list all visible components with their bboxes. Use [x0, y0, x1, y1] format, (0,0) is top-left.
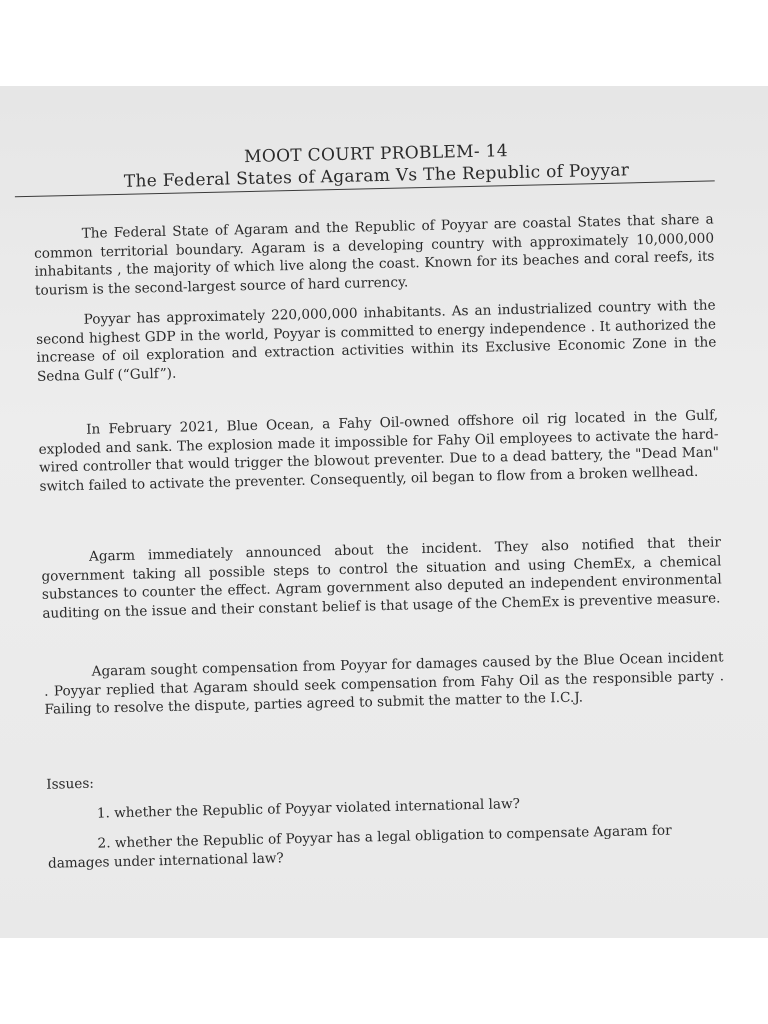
- paragraph-background: The Federal State of Agaram and the Republic of Poyyar are coastal States that share a common territorial boundary. Agaram is a developing country with approximately 10,000,000 inhabitants , the majority of which live along the coast. Known for its beaches and coral reefs, its tourism is the second-largest source of hard currency.: [33, 211, 715, 299]
- case-title: The Federal States of Agaram Vs The Republic of Poyyar: [123, 160, 630, 192]
- issues-label: Issues:: [46, 775, 95, 793]
- issue-item: 2. whether the Republic of Poyyar has a legal obligation to compensate Agaram for damages under international law?: [47, 822, 672, 872]
- problem-heading: MOOT COURT PROBLEM- 14: [243, 141, 509, 168]
- paragraph-dispute: Agaram sought compensation from Poyyar for damages caused by the Blue Ocean incident . Poyyar replied that Agaram should seek compensation from Fahy Oil as the responsible party . Failing to resolve the dispute, parties agreed to submit the matter to the I.C.J.: [43, 649, 725, 718]
- paragraph-poyyar: Poyyar has approximately 220,000,000 inhabitants. As an industrialized country with the second highest GDP in the world, Poyyar is committed to energy independence . It authorized the increase of oil exploration and extraction activities within its Exclusive Economic Zone in the Sedna Gulf (“Gulf”).: [35, 297, 717, 385]
- issue-item: 1. whether the Republic of Poyyar violated international law?: [96, 795, 521, 822]
- document-sheet: [0, 86, 768, 938]
- paragraph-response: Agarm immediately announced about the incident. They also notified that their government taking all possible steps to control the situation and using ChemEx, a chemical substances to counter the effect. Agram government also deputed an independent environmental auditing on the issue and their constant belief is that usage of the ChemEx is preventive measure.: [41, 534, 722, 622]
- document-photo: [0, 86, 768, 938]
- paragraph-incident: In February 2021, Blue Ocean, a Fahy Oil-owned offshore oil rig located in the Gulf, exploded and sank. The explosion made it impossible for Fahy Oil employees to activate the hard-wired controller that would trigger the blowout preventer. Due to a dead battery, the "Dead Man" switch failed to activate the preventer. Consequently, oil began to flow from a broken wellhead.: [38, 407, 720, 495]
